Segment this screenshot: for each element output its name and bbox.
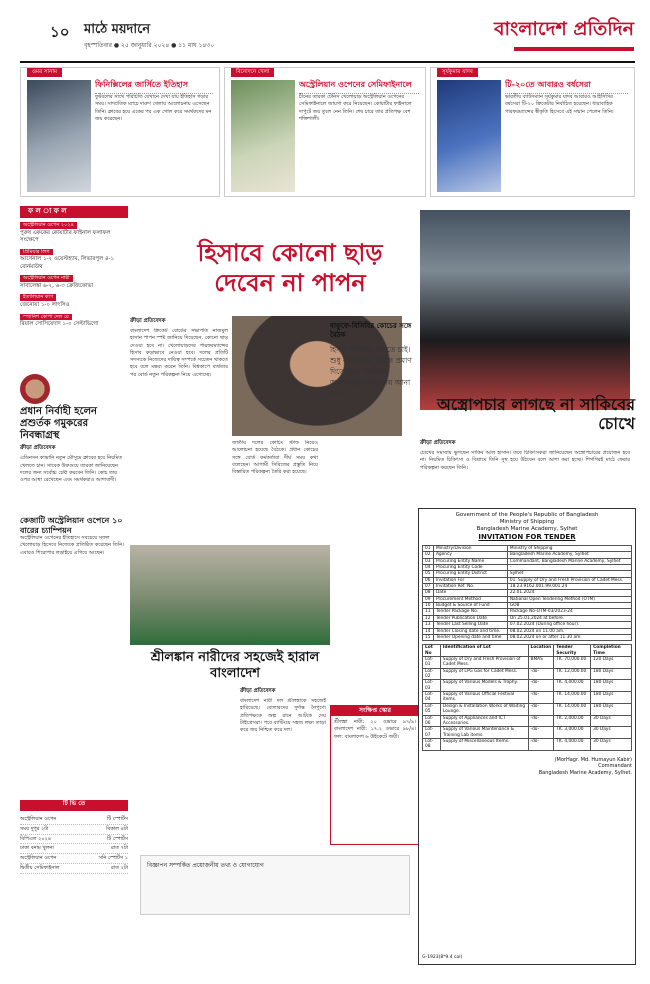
tender-info-table — [422, 545, 632, 641]
tender-info-cell: Commandant, Bangladesh Marine Academy, Sylhet — [507, 558, 631, 564]
tv-row: অস্ট্রেলিয়ান ওপেন সনি স্পোর্টস ১ — [20, 854, 128, 864]
tv-row: অস্ট্রেলিয়ান ওপেন টি স্পোর্টস — [20, 815, 128, 825]
tender-info-cell: 05 — [423, 571, 434, 577]
tender-signature — [422, 757, 632, 777]
lot-cell: TK. 14,000.00 — [554, 703, 591, 715]
lot-cell: Lot-08 — [423, 739, 441, 751]
header-rule — [20, 61, 635, 63]
tv-row: বিপিএল ২০২৪ টি স্পোর্টস — [20, 835, 128, 845]
lot-row — [423, 727, 632, 739]
tender-info-cell: GOB — [507, 603, 631, 609]
top-story-label: সূর্যকুমার যাদব — [437, 68, 478, 77]
top-story-1 — [20, 67, 220, 197]
lot-row — [423, 739, 632, 751]
tender-ministry: Ministry of Shipping — [499, 519, 555, 526]
sidebar-story-body: এডিনসন কাভানি নতুন মৌসুমে ক্লাবের হয়ে নিয়মিত খেলতে চান। সাবেক উরুগুয়ে তারকা জানিয়েছেন দলের জন্য সর্বোচ্চ চেষ্টা করবেন তিনি। কোচ তার ওপর আস্থা রেখেছেন এবং সমর্থকরাও আশাবাদী। — [20, 455, 123, 484]
lot-cell: Supply of Various Maintenance & Training Lab items. — [440, 727, 528, 739]
pull-quote: হিসাব পরিষ্কার দেখতে চাই। শুধু কথায় নয়, কাজে প্রমাণ দিতে হবে। সবাইকে জবাবদিহির আওতায় আনা হবে। — [330, 345, 412, 398]
tender-info-cell: Procuring Entity District — [433, 571, 507, 577]
tender-info-cell: Tender Last Selling Date — [433, 622, 507, 628]
tender-notice — [418, 508, 636, 965]
tender-officer: (MorHagr. Md. Humayun Kabir) — [554, 756, 632, 763]
lot-cell: 120 Days — [591, 656, 632, 668]
lot-row — [423, 692, 632, 704]
lots-header-cell: Lot No — [423, 645, 441, 657]
main-column-1: বাংলাদেশ ক্রিকেট বোর্ডের সভাপতি নাজমুল হাসান পাপন স্পষ্ট জানিয়ে দিয়েছেন, কোনো ছাড় দেওয়া হবে না। খেলোয়াড়দের পারফরম্যান্সের হিসাব কড়াভাবে নেওয়া হবে। দলের প্রতিটি সদস্যকে নিজেদের দায়িত্ব সম্পর্কে সচেতন থাকতে হবে বলে মন্তব্য করেন তিনি। বিশ্বকাপে ব্যর্থতার পর বোর্ড নতুন পরিকল্পনা নিয়ে এগোচ্ছে। — [130, 328, 228, 378]
lot-cell: TK. 14,000.00 — [554, 692, 591, 704]
women-team-photo — [130, 545, 330, 645]
tender-info-cell: On 25.01.2024 at before. — [507, 615, 631, 621]
tender-gov: Government of the People's Republic of Bangladesh — [455, 512, 599, 518]
tender-academy: Bangladesh Marine Academy, Sylhet — [476, 526, 578, 533]
tender-info-row — [423, 577, 632, 583]
top-story-headline: ফিনিক্সিলের জার্সিতে ইতিহাস — [95, 80, 213, 94]
lot-cell: BMAS — [528, 656, 554, 668]
tender-info-cell: 02 — [423, 552, 434, 558]
top-story-2 — [224, 67, 426, 197]
tender-info-cell: 13 — [423, 622, 434, 628]
lots-header-cell: Identification of Lot — [440, 645, 528, 657]
lot-row — [423, 656, 632, 668]
photo-caption: বাফুফে-বিসিবির কোচের সঙ্গে বৈঠক — [330, 322, 412, 340]
lot-cell: TK. 2,000.00 — [554, 715, 591, 727]
tender-info-cell: 08.02.2024 on 11.00 am. — [507, 628, 631, 634]
main-column-2: জাতীয় দলের কোচিং স্টাফ নিয়েও আলোচনা হয়েছে বৈঠকে। প্রধান কোচের সঙ্গে বোর্ড কর্মকর্তারা দীর্ঘ সময় কথা বলেছেন। আগামী সিরিজের প্রস্তুতি নিয়ে বিস্তারিত পরিকল্পনা তৈরি করা হয়েছে। — [232, 440, 318, 475]
result-item: প্রিমিয়ার লিগ আর্সেনাল ১-২ ওয়েস্টহ্যাম, লিভারপুল ৪-১ বোর্নমাউথ — [20, 248, 115, 270]
top-story-photo — [231, 80, 295, 192]
tender-info-cell: 08.02.2024 on or after 11.30 am. — [507, 634, 631, 640]
tender-info-cell: Ministry of Shipping — [507, 545, 631, 551]
tender-info-cell: 10 — [423, 603, 434, 609]
logo-text: বাংলাদেশ প্রতিদিন — [493, 18, 634, 40]
shakib-byline: ক্রীড়া প্রতিবেদক — [420, 440, 456, 446]
lot-cell: Supply of Dry and Fresh Provision of Cadet Mess. — [440, 656, 528, 668]
srilanka-body: বাংলাদেশ নারী দল শ্রীলঙ্কাকে সহজেই হারিয়েছে। বোলারদের দুর্দান্ত নৈপুণ্যে প্রতিপক্ষকে অল্প রানে আটকে দেয় টাইগ্রেসরা। পরে ব্যাটিংয়ে সহজ লক্ষ্য তাড়া করে জয় নিশ্চিত করে দল। — [240, 698, 326, 733]
tender-info-cell: Package No-OTM-03/2023-24 — [507, 609, 631, 615]
tender-place: Bangladesh Marine Academy, Sylhet. — [538, 770, 632, 777]
tender-ref: G-1923(8*9.4 col) — [422, 954, 463, 960]
result-item: অস্ট্রেলিয়ান ওপেন নারী সাবালেঙ্কা ৬-২, ৬-৩ ক্রেজিকোভা — [20, 275, 94, 289]
tender-info-cell: Tender Package No. — [433, 609, 507, 615]
lot-cell: 30 Days — [591, 739, 632, 751]
tender-title: INVITATION FOR TENDER — [478, 533, 576, 542]
lot-cell: TK. 12,000.00 — [554, 668, 591, 680]
tender-designation: Commandant — [598, 763, 632, 770]
sidebar-story-title: কেজাটি অস্ট্রেলিয়ান ওপেনে ১০ বারের চ্যাম্পিয়ন — [20, 516, 123, 535]
lot-cell: 180 Days — [591, 692, 632, 704]
lot-cell: Design & Installation Works of Waiting Lounge. — [440, 703, 528, 715]
tender-info-cell: 03 — [423, 558, 434, 564]
sidebar-story-title: প্রধান নির্বাহী হলেন প্রশুর্তক গমুকরের নিবন্ধাগ্রস্থ — [20, 406, 98, 441]
tender-info-cell: 01. Supply of Dry and Fresh Provision of Cadet Mess. — [507, 577, 631, 583]
lots-header-cell: Completion Time — [591, 645, 632, 657]
top-story-photo — [437, 80, 501, 192]
tender-info-cell: Procuring Entity Code — [433, 564, 507, 570]
issue-date: বৃহস্পতিবার ● ২৫ জানুয়ারি ২০২৪ ● ১১ মাঘ ১৪৩০ — [84, 42, 215, 49]
tv-row: দ্বিতীয় সেমিফাইনাল রাত ২টা — [20, 864, 128, 874]
lot-cell: -do- — [528, 703, 554, 715]
lot-cell: Lot-06 — [423, 715, 441, 727]
section-title: মাঠে ময়দানে — [84, 22, 151, 37]
tender-info-row — [423, 634, 632, 640]
notice-text: বিজ্ঞাপন সম্পর্কিত প্রয়োজনীয় তথ্য ও যোগাযোগ — [147, 862, 264, 869]
tender-info-cell: Invitation For — [433, 577, 507, 583]
tender-info-cell: 01 — [423, 545, 434, 551]
lot-cell: 30 Days — [591, 727, 632, 739]
tender-info-cell: 18.23.9162.001.99.001.24 — [507, 584, 631, 590]
scorecard-box — [330, 705, 420, 845]
tender-info-cell: 04 — [423, 564, 434, 570]
top-story-body: ফুটবলের সাথে পরিচিতি যেখানে দেখা যায় ইতিহাস গড়ার সময়। সাম্প্রতিক ম্যাচে দারুণ খেলায় আলোচনায় এসেছেন তিনি। ক্লাবের হয়ে একের পর এক গোল করে সমর্থকদের মন জয় করেছেন। — [95, 94, 212, 122]
lot-cell: 30 Days — [591, 715, 632, 727]
srilanka-byline: ক্রীড়া প্রতিবেদক — [240, 688, 276, 694]
tender-info-cell: Sylhet — [507, 571, 631, 577]
top-story-headline: অস্ট্রেলিয়ান ওপেনের সেমিফাইনালে — [299, 80, 419, 94]
tender-info-cell: Date — [433, 590, 507, 596]
main-byline: ক্রীড়া প্রতিবেদক — [130, 318, 166, 324]
notice-box — [140, 855, 410, 915]
main-headline-line-2: দেবেন না পাপন — [214, 269, 366, 297]
lot-cell: -do- — [528, 692, 554, 704]
tender-info-cell: 12 — [423, 615, 434, 621]
tender-info-cell: 06 — [423, 577, 434, 583]
lot-cell: TK. 70,000.00 — [554, 656, 591, 668]
tender-info-cell: Invitation Ref. No. — [433, 584, 507, 590]
lot-cell: Supply of Various Official Festival items. — [440, 692, 528, 704]
lot-cell: -do- — [528, 680, 554, 692]
tv-schedule — [20, 796, 128, 874]
lot-row — [423, 703, 632, 715]
player-photo — [20, 374, 50, 404]
tender-info-cell: 11 — [423, 609, 434, 615]
lot-cell: Lot-05 — [423, 703, 441, 715]
lot-cell: TK. 4,000.00 — [554, 680, 591, 692]
top-story-label: বিনোদনে খেলা — [231, 68, 274, 77]
tv-row: ঢাকা বনাম খুলনা রাত ৭টা — [20, 844, 128, 854]
page-number: ১০ — [50, 23, 70, 41]
lot-cell: TK. 4,000.00 — [554, 739, 591, 751]
lot-cell: 180 Days — [591, 680, 632, 692]
lot-row — [423, 715, 632, 727]
srilanka-headline: শ্রীলঙ্কান নারীদের সহজেই হারাল বাংলাদেশ — [150, 650, 320, 682]
tender-info-cell: Tender Opening date and time — [433, 634, 507, 640]
results-header — [20, 206, 128, 218]
tender-info-cell: Bangladesh Marine Academy, Sylhet — [507, 552, 631, 558]
tender-info-cell: - — [507, 564, 631, 570]
scorecard-header: সংক্ষিপ্ত স্কোর — [331, 706, 419, 716]
shakib-headline: অস্ত্রোপচার লাগছে না সাকিবের চোখে — [436, 395, 635, 434]
lot-cell: Lot-04 — [423, 692, 441, 704]
top-story-headline: টি-২০তে আবারও বর্ষসেরা — [505, 80, 628, 94]
lot-cell: Supply of Various Models & Trophy. — [440, 680, 528, 692]
tender-info-cell: Tender Publication Date — [433, 615, 507, 621]
result-item: স্প্যানিশ কোপা দেল রে রিয়াল সোসিয়েদাদ ১-০ সেল্টাভিগো — [20, 313, 99, 328]
lot-cell: Lot-07 — [423, 727, 441, 739]
top-story-3 — [430, 67, 635, 197]
tender-info-cell: 09 — [423, 596, 434, 602]
shakib-body: চোখের সমস্যায় ভুগছেন সাকিব আল হাসান। তবে চিকিৎসকরা জানিয়েছেন অস্ত্রোপচারের প্রয়োজন হবে না। নিয়মিত চিকিৎসা ও বিশ্রামে তিনি সুস্থ হয়ে উঠবেন বলে আশা করা হচ্ছে। শিগগিরই মাঠে ফেরার পরিকল্পনা করছেন তিনি। — [420, 450, 630, 471]
main-headline-line-1: হিসাবে কোনো ছাড় — [197, 239, 383, 267]
tender-info-cell: Ministry/Division — [433, 545, 507, 551]
tender-lots-table — [422, 644, 632, 750]
tender-info-cell: 15 — [423, 634, 434, 640]
lot-cell: Supply of Appliances and ICT Accessories. — [440, 715, 528, 727]
lot-row — [423, 680, 632, 692]
tender-info-row — [423, 558, 632, 564]
tender-info-cell: Procuring Entity Name — [433, 558, 507, 564]
tender-info-cell: 07.02.2024 (During office hour). — [507, 622, 631, 628]
lot-cell: TK. 3,000.00 — [554, 727, 591, 739]
lot-cell: Lot-03 — [423, 680, 441, 692]
sidebar-story-byline: ক্রীড়া প্রতিবেদক — [20, 445, 56, 451]
lot-cell: Lot-01 — [423, 656, 441, 668]
tender-info-cell: Budget & Source of Fund — [433, 603, 507, 609]
tender-info-cell: 22.01.2024 — [507, 590, 631, 596]
top-story-body: ভারতীয় ব্যাটসম্যান সূর্যকুমার যাদব আবারও আইসিসির বর্ষসেরা টি-২০ ক্রিকেটার নির্বাচিত হয়েছেন। ধারাবাহিক পারফরম্যান্সের স্বীকৃতি হিসেবে এই সম্মান পেলেন তিনি। — [505, 94, 614, 115]
tender-info-cell: 07 — [423, 584, 434, 590]
sidebar-story-body: অস্ট্রেলিয়ান ওপেনের ইতিহাসে সবচেয়ে সফল খেলোয়াড় হিসেবে নিজেকে প্রতিষ্ঠিত করেছেন তিনি। এবারও শিরোপার লড়াইয়ে এগিয়ে আছেন। — [20, 535, 124, 556]
lot-cell: -do- — [528, 727, 554, 739]
lot-cell: 180 Days — [591, 703, 632, 715]
results-header-text: ফ ল া ফ ল — [28, 207, 67, 215]
lots-header-cell: Location — [528, 645, 554, 657]
lot-row — [423, 668, 632, 680]
tender-info-cell: Tender Closing date and time. — [433, 628, 507, 634]
tv-row: সময় দুপুর ২টা বিকাল ৪টা — [20, 825, 128, 835]
lot-cell: Lot-02 — [423, 668, 441, 680]
result-item: অস্ট্রেলিয়ান ওপেন ২০২৪ পুরুষ এককের কোয়ার্টার ফাইনাল ফলাফল সংক্ষেপে — [20, 222, 111, 244]
masthead-logo — [454, 17, 634, 61]
tender-info-cell: National Open Tendering Method (OTM) — [507, 596, 631, 602]
lots-header-cell: Tender Security — [554, 645, 591, 657]
tender-info-cell: 14 — [423, 628, 434, 634]
shakib-photo — [420, 210, 630, 410]
lot-cell: -do- — [528, 715, 554, 727]
tender-info-cell: Agency — [433, 552, 507, 558]
results-list — [20, 222, 128, 333]
top-story-photo — [27, 80, 91, 192]
scorecard-body: শ্রীলঙ্কা নারী: ২০ ওভারে ৯৭/৯। বাংলাদেশ নারী: ১৭.২ ওভারে ৯৮/৪। ফল: বাংলাদেশ ৬ উইকেটে জয়ী। — [334, 719, 416, 740]
lot-cell: 180 Days — [591, 668, 632, 680]
top-story-body: চীনের তারকা টেনিস খেলোয়াড় অস্ট্রেলিয়ান ওপেনের সেমিফাইনালে জায়গা করে নিয়েছেন। কোয়ার্টার ফাইনালে দাপুটে জয় তুলে নেন তিনি। শেষ চারে তার প্রতিপক্ষ বেশ শক্তিশালী। — [299, 94, 412, 122]
lot-cell: -do- — [528, 668, 554, 680]
main-headline — [170, 238, 410, 298]
logo-stripe — [514, 47, 634, 51]
lot-cell: Supply of Miscellaneous Items. — [440, 739, 528, 751]
left-sidebar — [20, 206, 128, 966]
result-item: ইতালিয়ান কাপ জেনোয়া ১-০ লাৎসিও — [20, 294, 70, 309]
tv-schedule-header: টি ভি তে — [20, 800, 128, 811]
tender-info-cell: Procurement Method — [433, 596, 507, 602]
lot-cell: -do- — [528, 739, 554, 751]
sidebar-story-2 — [20, 516, 128, 557]
lot-cell: Supply of LPG Gas for Cadet Mess. — [440, 668, 528, 680]
tender-info-cell: 08 — [423, 590, 434, 596]
top-story-label: ওমর সানাম — [27, 68, 62, 77]
sidebar-story — [20, 406, 128, 484]
